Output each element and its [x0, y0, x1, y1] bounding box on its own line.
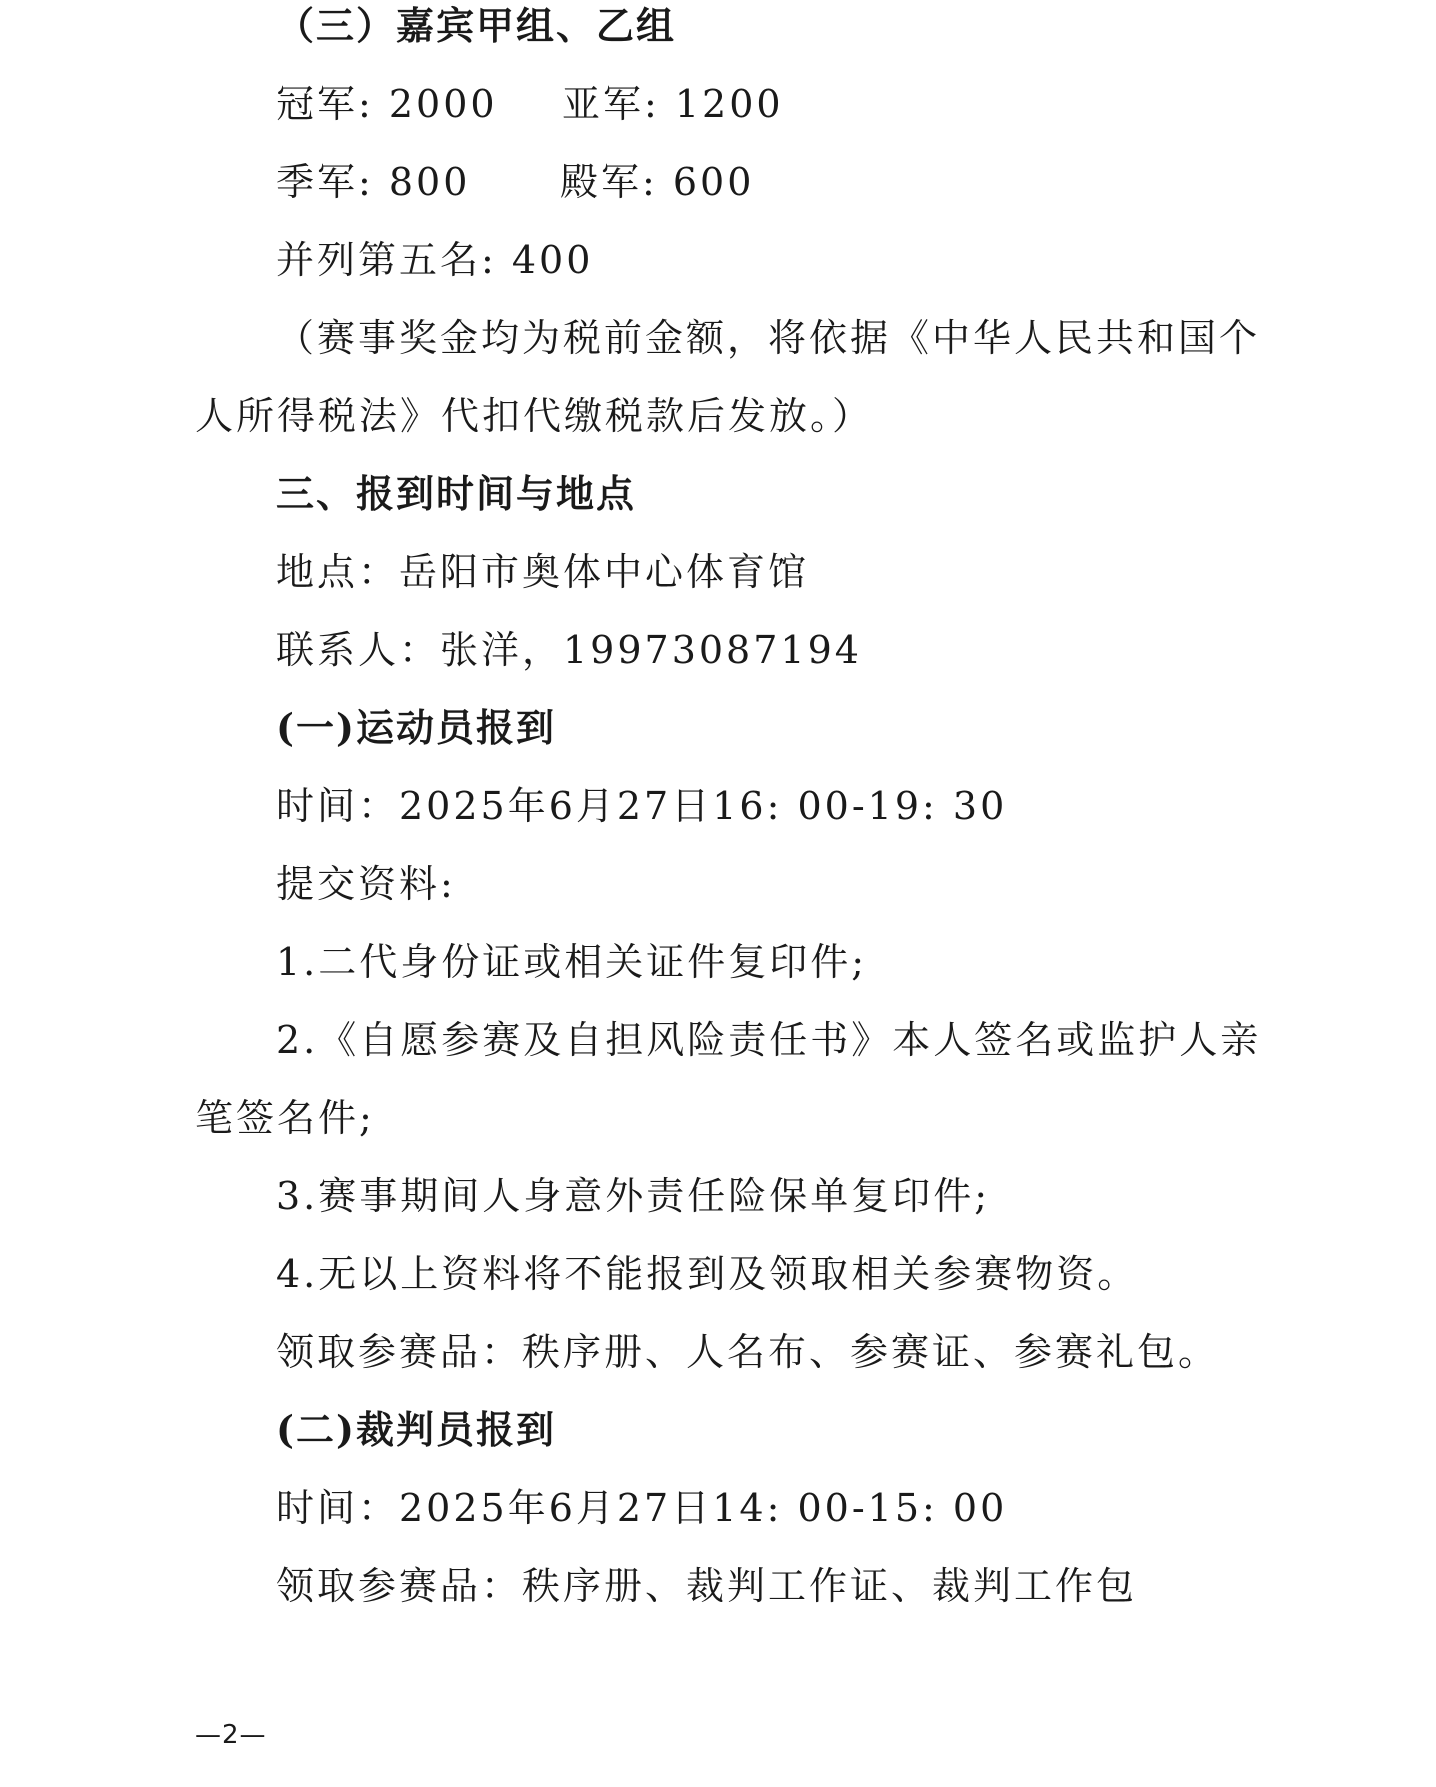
prize-tax-note-line1: （赛事奖金均为税前金额，将依据《中华人民共和国个	[276, 316, 1261, 360]
prize-third: 季军: 800	[276, 160, 471, 204]
athletes-materials-label: 提交资料:	[276, 862, 456, 906]
checkin-location: 地点：岳阳市奥体中心体育馆	[276, 550, 810, 594]
athletes-time: 时间：2025年6月27日16: 00-19: 30	[276, 784, 1008, 828]
athletes-material-item-2-line2: 笔签名件;	[195, 1096, 375, 1140]
athletes-material-item-3: 3.赛事期间人身意外责任险保单复印件;	[276, 1174, 991, 1218]
prize-fourth: 殿军: 600	[560, 160, 755, 204]
athletes-pickup-items: 领取参赛品：秩序册、人名布、参赛证、参赛礼包。	[276, 1330, 1220, 1374]
referees-heading: (二)裁判员报到	[276, 1407, 556, 1452]
prize-fifth: 并列第五名: 400	[276, 238, 594, 282]
prize-runner-up: 亚军: 1200	[562, 82, 784, 126]
checkin-contact: 联系人：张洋，19973087194	[276, 628, 862, 672]
prize-tax-note-line2: 人所得税法》代扣代缴税款后发放。）	[195, 394, 874, 438]
referees-time: 时间：2025年6月27日14: 00-15: 00	[276, 1486, 1008, 1530]
athletes-material-item-2-line1: 2.《自愿参赛及自担风险责任书》本人签名或监护人亲	[276, 1018, 1262, 1062]
athletes-material-item-4: 4.无以上资料将不能报到及领取相关参赛物资。	[276, 1252, 1139, 1296]
section3-title: 三、报到时间与地点	[276, 472, 637, 516]
prize-group-heading: （三）嘉宾甲组、乙组	[276, 3, 677, 48]
page-number: —2—	[195, 1720, 267, 1750]
athletes-heading: (一)运动员报到	[276, 705, 556, 750]
prize-champion: 冠军: 2000	[276, 82, 498, 126]
athletes-material-item-1: 1.二代身份证或相关证件复印件;	[276, 940, 868, 984]
referees-pickup-items: 领取参赛品：秩序册、裁判工作证、裁判工作包	[276, 1564, 1138, 1608]
